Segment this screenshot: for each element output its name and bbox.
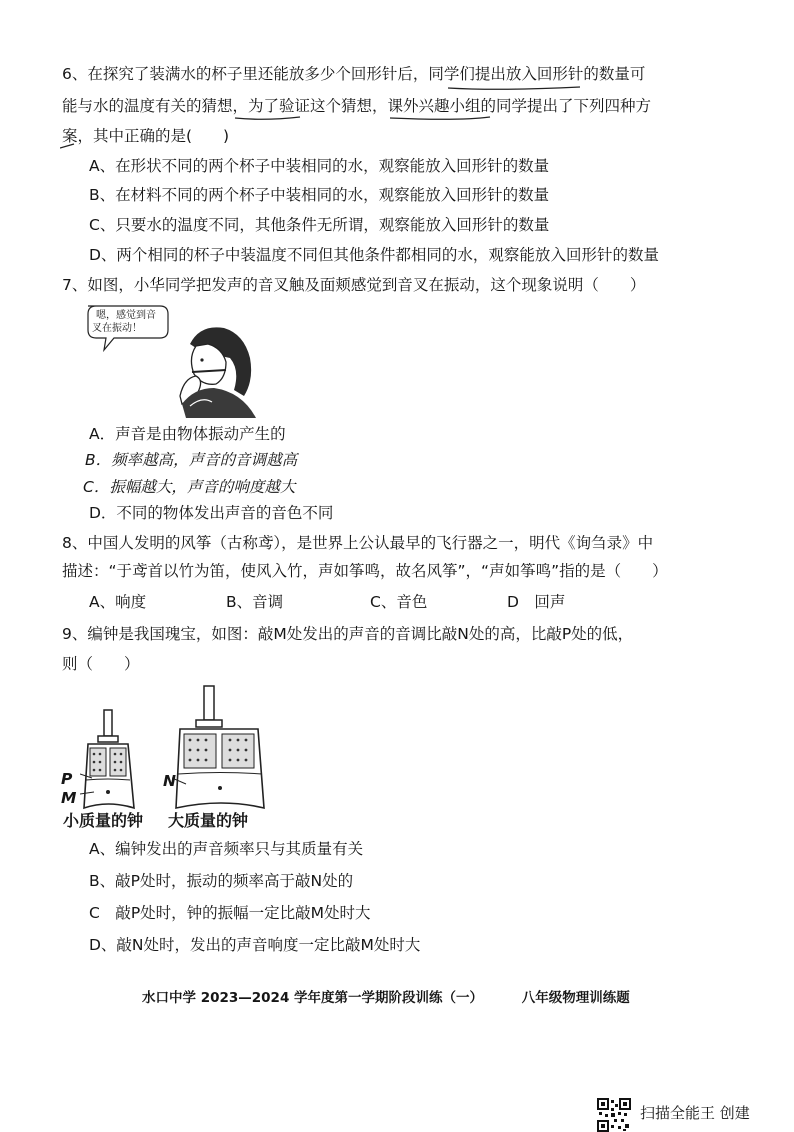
footer-school-term: 水口中学 2023—2024 学年度第一学期阶段训练（一）	[142, 990, 484, 1006]
q9-option-a: A、编钟发出的声音频率只与其质量有关	[89, 840, 364, 858]
caption-large-bell: 大质量的钟	[168, 811, 249, 830]
footer-subject: 八年级物理训练题	[521, 990, 630, 1006]
q9-option-c: C 敲P处时，钟的振幅一定比敲M处时大	[89, 904, 371, 922]
handwritten-underlines	[60, 82, 700, 152]
q9-option-d: D、敲N处时，发出的声音响度一定比敲M处时大	[89, 936, 421, 954]
q8-stem-line1: 8、中国人发明的风筝（古称鸢），是世界上公认最早的飞行器之一，明代《询刍录》中	[62, 534, 654, 552]
q6-option-d: D、两个相同的杯子中装温度不同但其他条件都相同的水，观察能放入回形针的数量	[89, 246, 659, 264]
label-p: P	[61, 770, 73, 788]
caption-small-bell: 小质量的钟	[63, 811, 144, 830]
q6-stem-line1: 6、在探究了装满水的杯子里还能放多少个回形针后，同学们提出放入回形针的数量可	[62, 65, 646, 83]
q7-stem: 7、如图，小华同学把发声的音叉触及面颊感觉到音叉在振动，这个现象说明（ ）	[62, 276, 646, 294]
scanner-watermark: 扫描全能王 创建	[640, 1104, 750, 1122]
speech-bubble-line1: 嗯，感觉到音	[96, 310, 156, 321]
label-n: N	[163, 772, 176, 790]
q6-stem-line3: 案，其中正确的是( )	[62, 127, 230, 145]
q7-option-b: B．频率越高，声音的音调越高	[85, 451, 298, 469]
q9-stem-line1: 9、编钟是我国瑰宝，如图：敲M处发出的声音的音调比敲N处的高，比敲P处的低，	[62, 625, 634, 643]
q8-option-d: D 回声	[507, 593, 566, 611]
small-bell-illustration	[80, 708, 146, 812]
q7-option-a: A．声音是由物体振动产生的	[89, 425, 286, 443]
label-m: M	[61, 789, 77, 807]
large-bell-illustration	[172, 684, 268, 812]
q7-option-c: C．振幅越大，声音的响度越大	[83, 478, 296, 496]
q6-option-b: B、在材料不同的两个杯子中装相同的水，观察能放入回形针的数量	[89, 186, 550, 204]
qr-code-icon	[597, 1098, 631, 1132]
q8-option-a: A、响度	[89, 593, 147, 611]
q8-stem-line2: 描述：“于鸢首以竹为笛，使风入竹，声如筝鸣，故名风筝”，“声如筝鸣”指的是（ ）	[62, 562, 668, 580]
q6-stem-line2: 能与水的温度有关的猜想，为了验证这个猜想，课外兴趣小组的同学提出了下列四种方	[62, 97, 652, 115]
q9-option-b: B、敲P处时，振动的频率高于敲N处的	[89, 872, 354, 890]
q9-stem-line2: 则（ ）	[62, 655, 140, 673]
q7-option-d: D．不同的物体发出声音的音色不同	[89, 504, 334, 522]
q6-option-c: C、只要水的温度不同，其他条件无所谓，观察能放入回形针的数量	[89, 216, 550, 234]
page-footer	[142, 986, 630, 1006]
q8-option-c: C、音色	[370, 593, 428, 611]
speech-bubble-line2: 叉在振动！	[92, 323, 142, 334]
q8-option-b: B、音调	[226, 593, 284, 611]
q6-option-a: A、在形状不同的两个杯子中装相同的水，观察能放入回形针的数量	[89, 157, 550, 175]
